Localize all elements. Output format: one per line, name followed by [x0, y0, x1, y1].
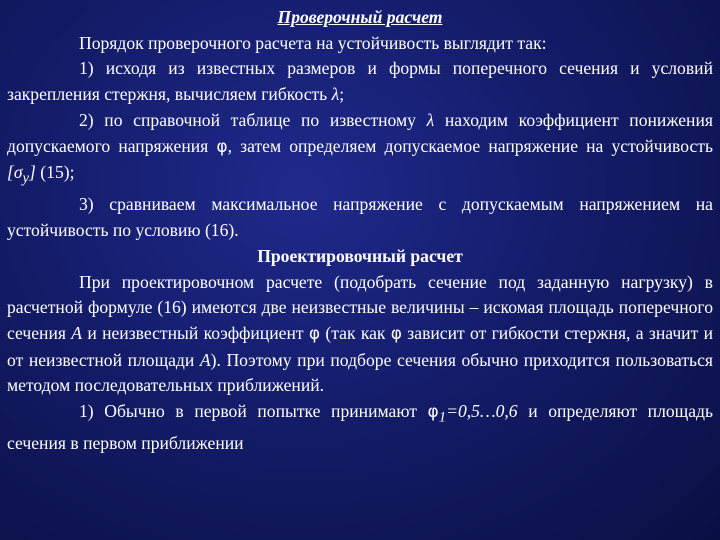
- phi-symbol: φ: [390, 323, 402, 344]
- step-2-text-b: находим коэффициент понижения допускаемого напряжения: [7, 109, 713, 156]
- lambda-symbol: λ: [331, 84, 340, 105]
- sigma-symbol: [7, 162, 36, 187]
- phi-subscript: 1: [438, 409, 447, 426]
- section-title-design: Проектировочный расчет: [257, 245, 463, 266]
- lambda-symbol: λ: [426, 109, 435, 130]
- design-text-c: (так как: [320, 322, 391, 343]
- sigma-text: [σ: [7, 162, 23, 183]
- step-1-paragraph: [7, 56, 713, 107]
- design-text-a: При проектировочном расчете (подобрать сечение под заданную нагрузку) в расчетной формуле (16) имеются две неизвестные величины – искомая площадь поперечного сечения: [7, 271, 713, 343]
- design-text-e: ). Поэтому при подборе сечения обычно приходится пользоваться методом последовательных приближений.: [7, 349, 713, 396]
- intro-paragraph: Порядок проверочного расчета на устойчивость выглядит так:: [79, 32, 547, 53]
- step-1-text: 1) исходя из известных размеров и формы поперечного сечения и условий закрепления стержня, вычисляем гибкость: [7, 58, 713, 105]
- step-2-text-c: , затем определяем допускаемое напряжение на устойчивость: [227, 135, 713, 156]
- phi-symbol: φ: [216, 136, 228, 157]
- first-approximation-paragraph: [7, 399, 713, 457]
- area-symbol: А: [71, 322, 83, 343]
- design-paragraph: [7, 270, 713, 400]
- sigma-close: ]: [29, 162, 36, 183]
- sigma-subscript: у: [22, 170, 30, 187]
- phi-symbol: φ: [427, 402, 439, 423]
- approx-text-a: 1) Обычно в первой попытке принимают: [79, 401, 428, 422]
- design-text-b: и неизвестный коэффициент: [82, 322, 309, 343]
- phi-value: =0,5…0,6: [446, 401, 518, 422]
- design-text-d: зависит от гибкости стержня, а значит и от неизвестной площади: [7, 322, 714, 370]
- step-1-end: ;: [339, 84, 345, 105]
- area-symbol: А: [199, 349, 211, 370]
- step-2-text-d: (15);: [35, 162, 75, 183]
- step-3-paragraph: 3) сравниваем максимальное напряжение с допускаемым напряжением на устойчивость по условию (16).: [7, 194, 713, 241]
- step-2-text: 2) по справочной таблице по известному: [79, 109, 427, 130]
- section-title-verification: Проверочный расчет: [277, 7, 443, 27]
- step-2-paragraph: [7, 108, 713, 193]
- slide-content: [7, 5, 713, 457]
- phi-symbol: φ: [308, 323, 321, 344]
- approx-text-b: и определяют площадь сечения в первом приближении: [7, 401, 713, 454]
